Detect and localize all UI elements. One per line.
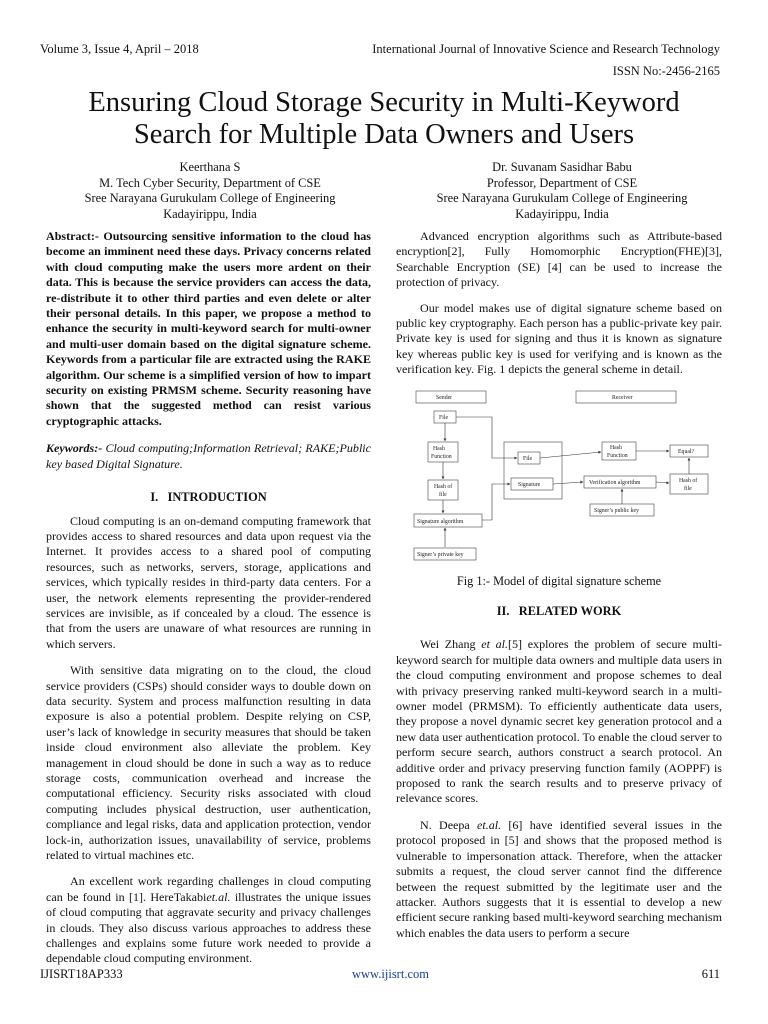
author-role: M. Tech Cyber Security, Department of CSE — [99, 175, 321, 190]
label-hash-function-2: Function — [431, 454, 452, 460]
related-work-text: Wei Zhang — [420, 637, 482, 652]
left-column — [46, 229, 371, 967]
journal-name: International Journal of Innovative Science and Research Technology — [372, 42, 720, 56]
related-work-paragraph-1 — [396, 637, 722, 806]
label-hash-of-file-2: file — [439, 492, 447, 498]
label-receiver: Receiver — [612, 395, 633, 401]
right-column-top — [396, 229, 722, 378]
intro-paragraph-3-text: An excellent work regarding challenges in cloud computing can be found in [1]. HereTakabi — [46, 874, 371, 904]
label-hash-function2: Hash — [610, 445, 622, 451]
author-2 — [412, 160, 712, 222]
label-signature-algorithm: Signature algorithm — [417, 519, 464, 525]
right-paragraph-1: Advanced encryption algorithms such as Attribute-based encryption[2], Fully Homomorphic Encryption(FHE)[3], Searchable Encryption (SE) [4] can be used to increase the protection of privacy. — [396, 229, 722, 290]
et-al: et al. — [481, 637, 508, 652]
abstract: Abstract:- Outsourcing sensitive information to the cloud has become an imminent need these days. Privacy concerns related with cloud computing make the users more ardent on their data. This is because the service providers can access the data, re-distribute it to other third parties and even delete or alter their personal details. In this paper, we propose a method to enhance the security in multi-keyword search for multi-owner and multi-user domain based on the digital signature scheme. Keywords from a particular file are extracted using the RAKE algorithm. Our scheme is a simplified version of how to impart security on existing PRMSM scheme. Security reasoning have shown that the suggested method can resist various cryptographic attacks. — [46, 229, 371, 428]
intro-paragraph-3 — [46, 874, 371, 966]
author-1 — [60, 160, 360, 222]
label-file: File — [439, 415, 449, 421]
label-equal: Equal? — [678, 449, 695, 455]
intro-paragraph-3-text: illustrates the unique issues of cloud computing that aggravate security and privacy challenges in clouds. They also discuss various approaches to address these challenges and explains some future work needed to provide a dependable cloud computing environment. — [46, 889, 371, 966]
author-name: Dr. Suvanam Sasidhar Babu — [492, 160, 632, 174]
right-paragraph-2: Our model makes use of digital signature scheme based on public key cryptography. Each person has a public-private key pair. Private key is used for signing and thus it is known as signature key whereas public key is used for verifying and is known as the verification key. Fig. 1 depicts the general scheme in detail. — [396, 300, 722, 377]
label-signers-private-key: Signer’s private key — [417, 552, 464, 558]
issn: ISSN No:-2456-2165 — [612, 64, 720, 78]
keywords-label: Keywords:- — [46, 441, 103, 456]
label-signature: Signature — [518, 482, 541, 488]
label-file2: File — [523, 456, 533, 462]
intro-paragraph-1: Cloud computing is an on-demand computing framework that provides access to shared resources and data upon request via the Internet. It provides access to a shared pool of computing resources, such as networks, servers, storage, applications and services, which typically resides in third-party data centers. For a user, the network elements representing the provider-rendered services are invisible, as if concealed by a cloud. The essence is that from the users are unaware of what resources are running in which servers. — [46, 513, 371, 651]
title-line-1: Ensuring Cloud Storage Security in Multi-Keyword — [88, 87, 680, 118]
label-hash-of-file2-b: file — [684, 486, 692, 492]
author-name: Keerthana S — [179, 160, 241, 174]
intro-paragraph-2: With sensitive data migrating on to the cloud, the cloud service providers (CSPs) should consider ways to double down on data security. System and process malfunction resulting in data exposure is also a potential problem. Despite relying on CSP, user’s lack of knowledge in security measures that should be taken inside cloud environment also alleviate the problem. Key management in cloud should be done in such a way as to reduce storage costs, communication overhead and increase the computational efficiency. Security risks associated with cloud computing includes physical destruction, user authentication, compliance and legal risks, data and application protection, vendor lock-in, authorization issues, unavailability of service, problems related to virtual machines etc. — [46, 663, 371, 863]
volume-issue: Volume 3, Issue 4, April – 2018 — [40, 42, 199, 56]
right-column-bottom — [396, 604, 722, 941]
footer-code: IJISRT18AP333 — [40, 967, 123, 981]
figure-caption: Fig 1:- Model of digital signature scheme — [456, 574, 662, 588]
paper-title — [20, 87, 748, 151]
digital-signature-diagram — [396, 388, 726, 568]
receiver-group-box — [504, 442, 562, 499]
et-al: et.al. — [477, 817, 502, 832]
author-place: Kadayirippu, India — [163, 206, 257, 221]
section-heading-introduction: I. INTRODUCTION — [150, 490, 267, 505]
keywords-text: Cloud computing;Information Retrieval; RAKE;Public key based Digital Signature. — [46, 441, 371, 471]
related-work-text: N. Deepa — [420, 817, 478, 832]
title-line-2: Search for Multiple Data Owners and Users — [133, 119, 635, 150]
related-work-paragraph-2 — [396, 818, 722, 941]
author-college: Sree Narayana Gurukulam College of Engineering — [436, 191, 688, 205]
label-hash-function2-b: Function — [607, 453, 628, 459]
label-signers-public-key: Signer’s public key — [594, 508, 639, 514]
author-college: Sree Narayana Gurukulam College of Engineering — [84, 191, 336, 205]
related-work-text: [5] explores the problem of secure multi-keyword search for multiple data owners and multiple data users in the cloud computing environment and propose schemes to deal with privacy preserving ranked multi-keyword search in a multi-owner model (PRMSM). To efficiently authenticate data users, they propose a novel dynamic secret key generation protocol and a new data user authentication protocol. To enable the cloud server to perform secure search, authors construct a search protocol. An additive order and privacy preserving function family (AOPPF) is proposed to rank the search results and to preserve privacy of relevance scores. — [396, 637, 722, 806]
page-number: 611 — [701, 967, 720, 981]
label-hash-of-file2: Hash of — [679, 478, 698, 484]
et-al: et.al. — [206, 889, 231, 904]
author-place: Kadayirippu, India — [515, 206, 609, 221]
label-sender: Sender — [436, 395, 453, 401]
label-hash-function: Hash — [433, 446, 445, 452]
footer-url[interactable]: www.ijisrt.com — [352, 967, 429, 981]
label-verification-algorithm: Verification algorithm — [589, 480, 641, 486]
author-role: Professor, Department of CSE — [486, 175, 638, 190]
related-work-text: [6] have identified several issues in the protocol proposed in [5] and shows that the proposed method is vulnerable to impersonation attack. Therefore, when the attacker submits a request, the cloud server cannot find the difference between the request submitted by the legitimate user and the attacker. Authors suggests that it is essential to develop a new efficient secure ranking based multi-keyword searching mechanism which enables the data users to perform a secure — [396, 817, 722, 940]
section-heading-related-work: II. RELATED WORK — [496, 604, 622, 618]
label-hash-of-file: Hash of — [434, 484, 453, 490]
keywords — [46, 441, 371, 472]
